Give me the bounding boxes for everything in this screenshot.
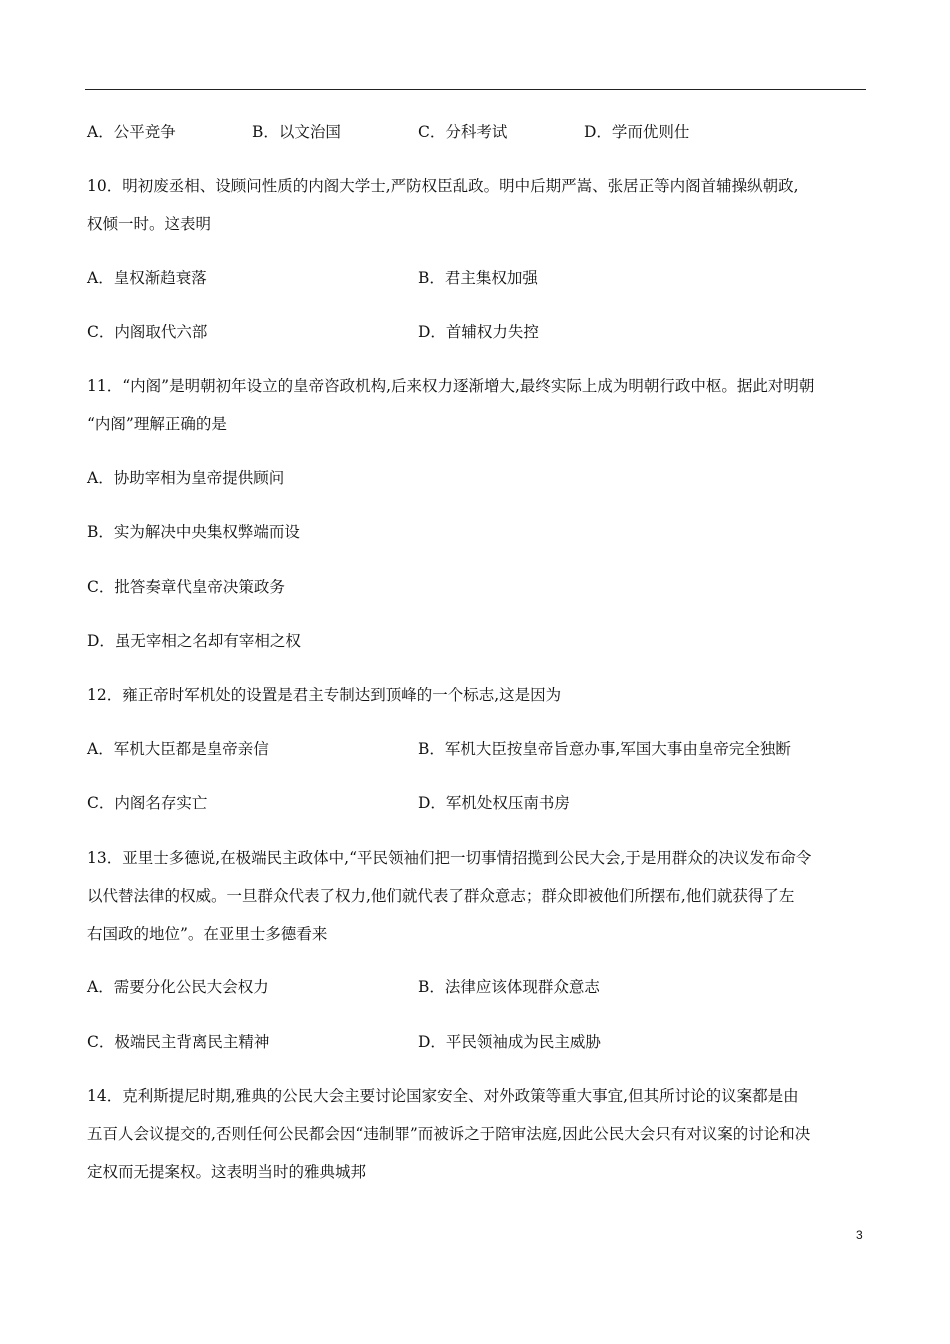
q10-stem-line2: 权倾一时。这表明 <box>87 215 212 233</box>
q11-option-c[interactable]: C．批答奏章代皇帝决策政务 <box>87 578 285 596</box>
q13-stem-line1: 13．亚里士多德说,在极端民主政体中,“平民领袖们把一切事情招揽到公民大会,于是用群众的决议发布命令 <box>87 849 812 867</box>
q12-stem-line1: 12．雍正帝时军机处的设置是君主专制达到顶峰的一个标志,这是因为 <box>87 686 562 704</box>
q13-option-a[interactable]: A．需要分化公民大会权力 <box>87 978 269 996</box>
q10-option-c[interactable]: C．内阁取代六部 <box>87 323 208 341</box>
q11-option-d[interactable]: D．虽无宰相之名却有宰相之权 <box>87 632 301 650</box>
q11-stem-line2: “内阁”理解正确的是 <box>87 415 227 433</box>
q9-option-a[interactable]: A．公平竞争 <box>87 123 176 141</box>
q11-option-a[interactable]: A．协助宰相为皇帝提供顾问 <box>87 469 285 487</box>
q12-option-d[interactable]: D．军机处权压南书房 <box>418 794 570 812</box>
q14-stem-line2: 五百人会议提交的,否则任何公民都会因“违制罪”而被诉之于陪审法庭,因此公民大会只有对议案的讨论和决 <box>87 1125 811 1143</box>
page-number: 3 <box>856 1228 863 1242</box>
q12-option-b[interactable]: B．军机大臣按皇帝旨意办事,军国大事由皇帝完全独断 <box>418 740 791 758</box>
q13-option-b[interactable]: B．法律应该体现群众意志 <box>418 978 600 996</box>
q9-option-c[interactable]: C．分科考试 <box>418 123 508 141</box>
q10-option-a[interactable]: A．皇权渐趋衰落 <box>87 269 207 287</box>
header-rule <box>85 89 866 90</box>
q10-option-d[interactable]: D．首辅权力失控 <box>418 323 539 341</box>
q10-stem-line1: 10．明初废丞相、设顾问性质的内阁大学士,严防权臣乱政。明中后期严嵩、张居正等内阁首辅操纵朝政, <box>87 177 799 195</box>
q11-stem-line1: 11．“内阁”是明朝初年设立的皇帝咨政机构,后来权力逐渐增大,最终实际上成为明朝行政中枢。据此对明朝 <box>87 377 815 395</box>
q10-option-b[interactable]: B．君主集权加强 <box>418 269 538 287</box>
q13-stem-line2: 以代替法律的权威。一旦群众代表了权力,他们就代表了群众意志；群众即被他们所摆布,他们就获得了左 <box>87 887 795 905</box>
q14-stem-line1: 14．克利斯提尼时期,雅典的公民大会主要讨论国家安全、对外政策等重大事宜,但其所讨论的议案都是由 <box>87 1087 799 1105</box>
q13-option-d[interactable]: D．平民领袖成为民主威胁 <box>418 1033 601 1051</box>
q9-option-d[interactable]: D．学而优则仕 <box>584 123 690 141</box>
q11-option-b[interactable]: B．实为解决中央集权弊端而设 <box>87 523 300 541</box>
q13-stem-line3: 右国政的地位”。在亚里士多德看来 <box>87 925 328 943</box>
q14-stem-line3: 定权而无提案权。这表明当时的雅典城邦 <box>87 1163 367 1181</box>
q13-option-c[interactable]: C．极端民主背离民主精神 <box>87 1033 270 1051</box>
q12-option-c[interactable]: C．内阁名存实亡 <box>87 794 208 812</box>
q12-option-a[interactable]: A．军机大臣都是皇帝亲信 <box>87 740 269 758</box>
q9-option-b[interactable]: B．以文治国 <box>252 123 341 141</box>
